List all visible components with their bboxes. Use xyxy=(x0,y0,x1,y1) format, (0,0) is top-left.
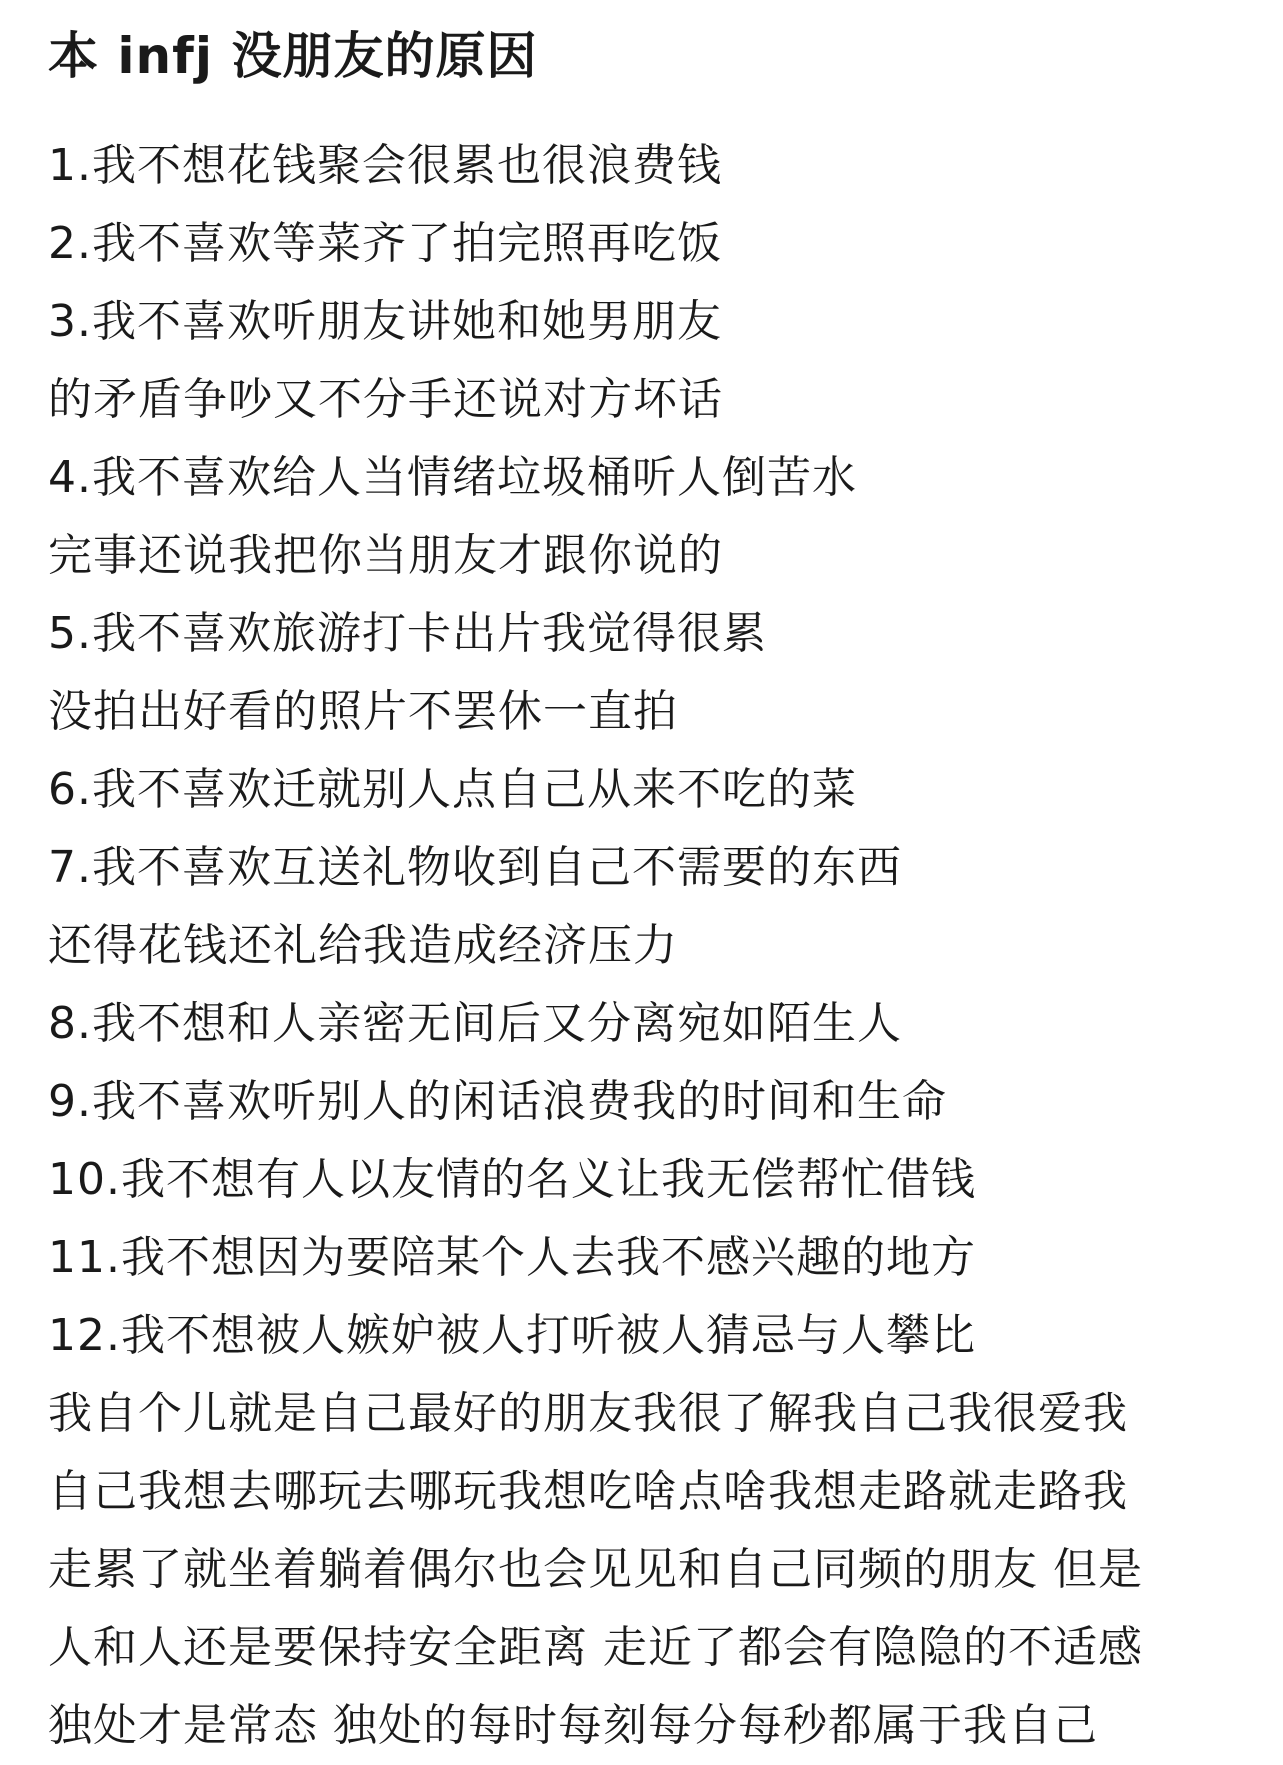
body-line-19: 走累了就坐着躺着偶尔也会见见和自己同频的朋友 但是 xyxy=(48,1544,1143,1595)
body-line-12: 8.我不想和人亲密无间后又分离宛如陌生人 xyxy=(48,998,902,1049)
body-line-14: 10.我不想有人以友情的名义让我无偿帮忙借钱 xyxy=(48,1154,976,1205)
body-line-15: 11.我不想因为要陪某个人去我不感兴趣的地方 xyxy=(48,1232,976,1283)
body-line-9: 6.我不喜欢迁就别人点自己从来不吃的菜 xyxy=(48,764,857,815)
body-line-2: 2.我不喜欢等菜齐了拍完照再吃饭 xyxy=(48,218,722,269)
body-line-21: 独处才是常态 独处的每时每刻每分每秒都属于我自己 xyxy=(48,1700,1098,1751)
body-line-18: 自己我想去哪玩去哪玩我想吃啥点啥我想走路就走路我 xyxy=(48,1466,1128,1517)
body-line-17: 我自个儿就是自己最好的朋友我很了解我自己我很爱我 xyxy=(48,1388,1128,1439)
post-body xyxy=(48,127,1263,1765)
body-line-3: 3.我不喜欢听朋友讲她和她男朋友 xyxy=(48,296,722,347)
body-line-1: 1.我不想花钱聚会很累也很浪费钱 xyxy=(48,140,722,191)
body-line-11: 还得花钱还礼给我造成经济压力 xyxy=(48,920,678,971)
post-content xyxy=(48,20,1263,1765)
body-line-6: 完事还说我把你当朋友才跟你说的 xyxy=(48,530,723,581)
body-line-4: 的矛盾争吵又不分手还说对方坏话 xyxy=(48,374,723,425)
body-line-8: 没拍出好看的照片不罢休一直拍 xyxy=(48,686,678,737)
post-title: 本 infj 没朋友的原因 xyxy=(48,27,538,85)
body-line-5: 4.我不喜欢给人当情绪垃圾桶听人倒苦水 xyxy=(48,452,857,503)
body-line-10: 7.我不喜欢互送礼物收到自己不需要的东西 xyxy=(48,842,902,893)
body-line-20: 人和人还是要保持安全距离 走近了都会有隐隐的不适感 xyxy=(48,1622,1143,1673)
body-line-13: 9.我不喜欢听别人的闲话浪费我的时间和生命 xyxy=(48,1076,947,1127)
body-line-7: 5.我不喜欢旅游打卡出片我觉得很累 xyxy=(48,608,767,659)
body-line-16: 12.我不想被人嫉妒被人打听被人猜忌与人攀比 xyxy=(48,1310,976,1361)
